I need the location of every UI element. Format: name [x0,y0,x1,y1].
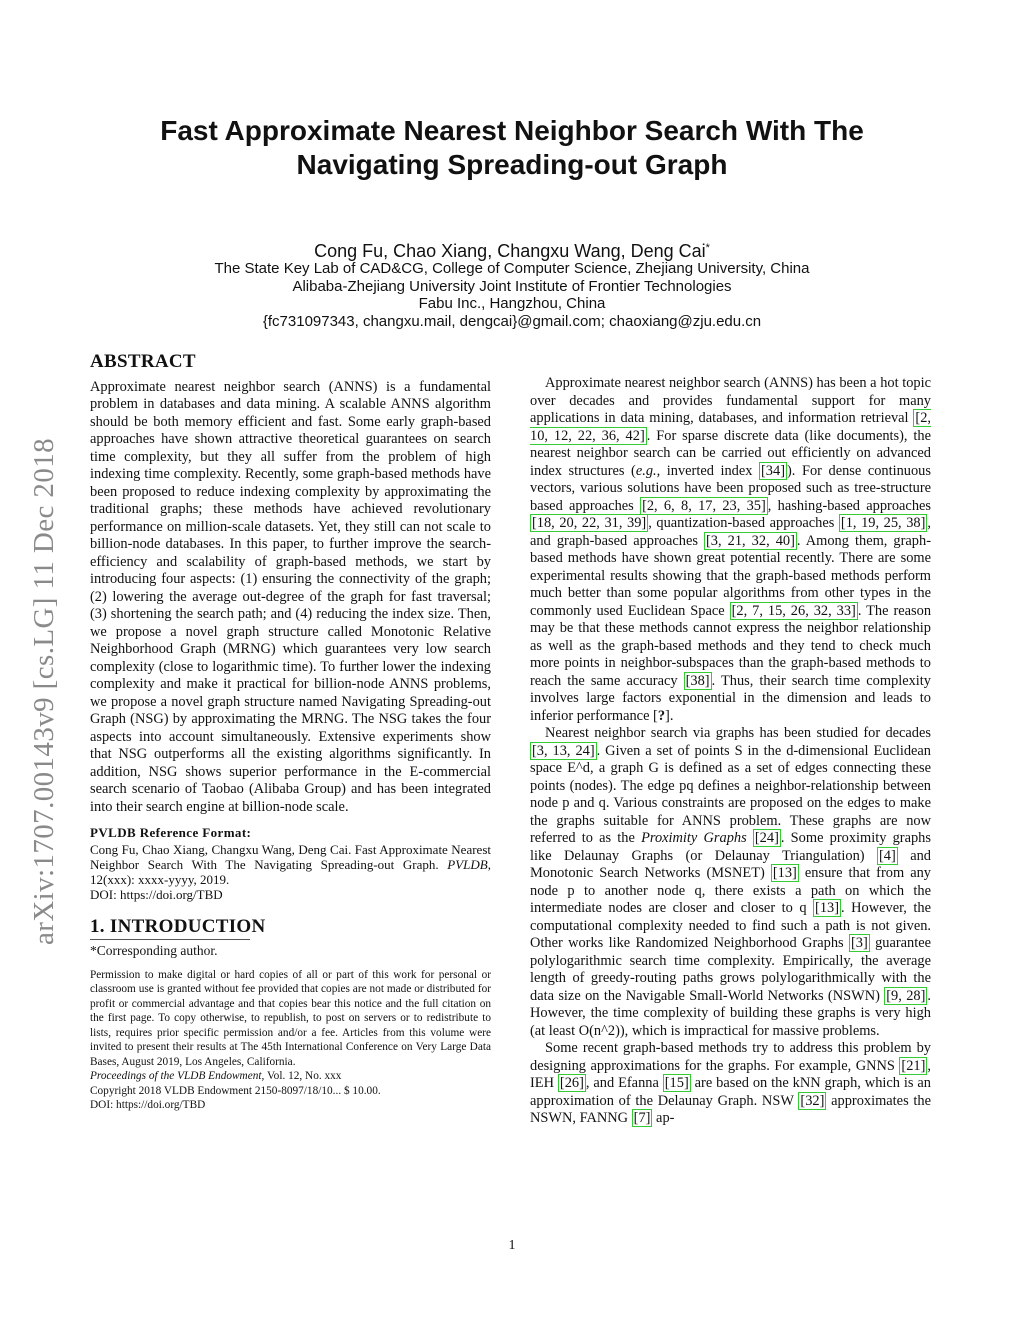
footnote-rule [90,939,250,940]
reference-format-doi: DOI: https://doi.org/TBD [90,886,223,902]
text-span: approximates the NSWN, FANNG [530,1092,931,1126]
text-span: e.g., [635,462,661,479]
citation-link[interactable]: [2, 7, 15, 26, 32, 33] [731,602,856,619]
citation-link[interactable]: [32] [800,1092,825,1109]
permission-notice [90,968,491,1113]
citation-link[interactable]: [1, 19, 25, 38] [840,515,926,531]
citation-link[interactable]: [13] [772,865,797,881]
citation-link[interactable]: [9, 28] [886,987,926,1004]
citation-link[interactable]: [24] [754,830,779,846]
intro-paragraph-2 [530,725,931,1040]
reference-format-heading: PVLDB Reference Format: [90,825,252,840]
right-column [530,375,931,1128]
corresponding-author-footnote: *Corresponding author. [90,943,218,958]
title-line-2: Navigating Spreading-out Graph [296,149,728,180]
text-span: , quantization-based approaches [648,515,839,531]
text-span: . However, the computational complexity needed to find such a path is not given. Other works like Randomized Neighborhood Graphs [530,900,931,951]
permission-text: Permission to make digital or hard copies of all or part of this work for personal or classroom use is granted without fee provided that copies are not made or distributed for profit or commercial advantage and that copies bear this notice and the full citation on the first page. To copy otherwise, to republish, to post on servers or to redistribute to lists, requires prior specific permission and/or a fee. Articles from this volume were invited to present their results at The 45th International Conference on Very Large Data Bases, August 2019, Los Angeles, California. [90,968,491,1068]
title-line-1: Fast Approximate Nearest Neighbor Search With The [160,115,864,146]
text-span: , and graph-based approaches [530,515,931,549]
text-span [747,830,753,846]
copyright-line: Copyright 2018 VLDB Endowment 2150-8097/18/10... $ 10.00. [90,1084,381,1097]
text-span: guarantee polylogarithmic search time complexity. Empirically, the average length of greedy-routing paths grows polylogarithmically with the data size on the Navigable Small-World Networks (NSWN) [530,935,931,1004]
citation-link[interactable]: [2, 6, 8, 17, 23, 35] [642,497,766,514]
text-span: , IEH [530,1057,931,1091]
proceedings-volume: Vol. 12, No. xxx [264,1070,342,1082]
affiliation-2: Alibaba-Zhejiang University Joint Institute of Frontier Technologies [292,277,732,295]
text-span: . Thus, their search time complexity involves large factors exponential in the dimension and leads to inferior performance [ [530,672,931,724]
text-span: , and Efanna [585,1075,663,1091]
text-span: ). For dense continuous vectors, various solutions have been proposed such as tree-structure based approaches [530,462,931,514]
reference-format-text [90,842,491,902]
text-span: . Some proximity graphs like Delaunay Graphs (or Delaunay Triangulation) [530,830,931,864]
abstract-heading: ABSTRACT [90,351,196,372]
author-emails: {fc731097343, changxu.mail, dengcai}@gmail.com; chaoxiang@zju.edu.cn [262,312,762,330]
arxiv-identifier: arXiv:1707.00143v9 [cs.LG] 11 Dec 2018 [28,437,60,945]
author-list [0,237,1024,262]
introduction-heading: 1. INTRODUCTION [90,915,266,937]
paper-title [0,114,1024,182]
citation-link[interactable]: [3, 21, 32, 40] [706,532,795,549]
text-span: ensure that from any node p to another node q, there exists a path on which the intermediate nodes are closer and closer to q [530,865,931,916]
text-span: Nearest neighbor search via graphs has been studied for decades [545,725,931,741]
intro-paragraph-3 [530,1040,931,1128]
text-span: , hashing-based approaches [767,497,932,514]
text-span: and Monotonic Search Networks (MSNET) [530,847,931,881]
abstract-text: Approximate nearest neighbor search (ANNS) is a fundamental problem in databases and data mining. A scalable ANNS algorithm should be both memory efficient and fast. Some early graph-based approaches have shown attractive theoretical guarantees on search time complexity, but they all suffer from the problem of high indexing time complexity. Recently, some graph-based methods have been proposed to reduce indexing complexity by approximating the traditional graphs; these methods have achieved revolutionary performance on million-scale datasets. Yet, they still can not scale to billion-node databases. In this paper, to further improve the search-efficiency and scalability of graph-based methods, we start by introducing four aspects: (1) ensuring the connectivity of the graph; (2) lowering the average out-degree of the graph for fast traversal; (3) shortening the search path; and (4) reducing the index size. Then, we propose a novel graph structure called Monotonic Relative Neighborhood Graph (MRNG) which guarantees very low search complexity (close to logarithmic time). To further lower the indexing complexity and make it practical for billion-node ANNS problems, we propose a novel graph structure named Navigating Spreading-out Graph (NSG) by approximating the MRNG. The NSG takes the four aspects into account simultaneously. Extensive experiments show that NSG outperforms all the existing algorithms significantly. In addition, NSG shows superior performance in the E-commercial search scenario of Taobao (Alibaba Group) and has been integrated into their search engine at billion-node scale. [90,378,491,815]
citation-link[interactable]: [7] [633,1110,651,1126]
text-span: . Given a set of points S in the d-dimensional Euclidean space E^d, a graph G is defined as a set of edges connecting these points (nodes). The edge pq defines a neighbor-relationship between node p and q. Various constraints are proposed on the edges to make the graphs suitable for ANNS problem. These graphs are now referred to as the [530,742,931,846]
citation-link[interactable]: [34] [761,462,785,479]
affiliations [0,260,1024,330]
reference-format-authors: Cong Fu, Chao Xiang, Changxu Wang, Deng Cai. Fast Approximate Nearest Neighbor Search With The Navigating Spreading-out Graph. [90,841,491,872]
citation-link[interactable]: [38] [685,672,710,689]
proceedings-name: Proceedings of the VLDB Endowment, [90,1070,265,1082]
affiliation-1: The State Key Lab of CAD&CG, College of Computer Science, Zhejiang University, China [214,260,810,277]
page-number: 1 [508,1238,516,1253]
citation-link[interactable]: [21] [901,1057,926,1074]
citation-link[interactable]: [18, 20, 22, 31, 39] [532,515,647,531]
citation-link[interactable]: [26] [559,1075,584,1091]
affiliation-3: Fabu Inc., Hangzhou, China [418,295,606,312]
text-span: Proximity Graphs [641,830,747,846]
text-span: . Among them, graph-based methods have shown great potential recently. There are some experimental results showing that the graph-based methods perform much better than some popular algorithms from other types in the commonly used Euclidean Space [530,532,931,619]
text-span: Approximate nearest neighbor search (ANNS) has been a hot topic over decades and provides fundamental support for many applications in data mining, databases, and information retrieval [530,375,931,426]
permission-doi: DOI: https://doi.org/TBD [90,1099,206,1111]
text-span: ap- [652,1110,675,1126]
text-span: . However, the time complexity of building these graphs is very high (at least O(n^2)), which is impractical for massive problems. [530,987,931,1039]
reference-format-rest: , 12(xxx): xxxx-yyyy, 2019. [90,856,491,887]
text-span: . For sparse discrete data (like documents), the nearest neighbor search can be carried out efficiently on advanced index structures ( [530,427,932,479]
text-span: . The reason may be that these methods cannot express the neighbor relationship as well as the graph-based methods and they tend to check much more points in neighbor-subspaces than the graph-based methods to reach the same accuracy [530,602,932,689]
citation-link[interactable]: [3] [850,935,868,951]
author-footnote-mark: * [705,242,710,254]
citation-link[interactable]: [13] [815,900,840,916]
broken-citation: ? [657,707,666,724]
citation-link[interactable]: [15] [664,1075,689,1091]
reference-format-venue: PVLDB [447,856,488,872]
citation-link[interactable]: [3, 13, 24] [532,742,595,759]
citation-link[interactable]: [2, 10, 12, 22, 36, 42] [530,410,931,444]
text-span: ]. [665,707,674,724]
text-span: Some recent graph-based methods try to address this problem by designing approximations for the graphs. For example, GNNS [530,1040,931,1074]
text-span: are based on the kNN graph, which is an approximation of the Delaunay Graph. NSW [530,1075,931,1109]
citation-link[interactable]: [4] [879,847,896,864]
text-span: inverted index [660,462,760,479]
intro-paragraph-1 [530,375,931,725]
authors-names: Cong Fu, Chao Xiang, Changxu Wang, Deng Cai [314,241,706,261]
left-column [90,353,491,1113]
